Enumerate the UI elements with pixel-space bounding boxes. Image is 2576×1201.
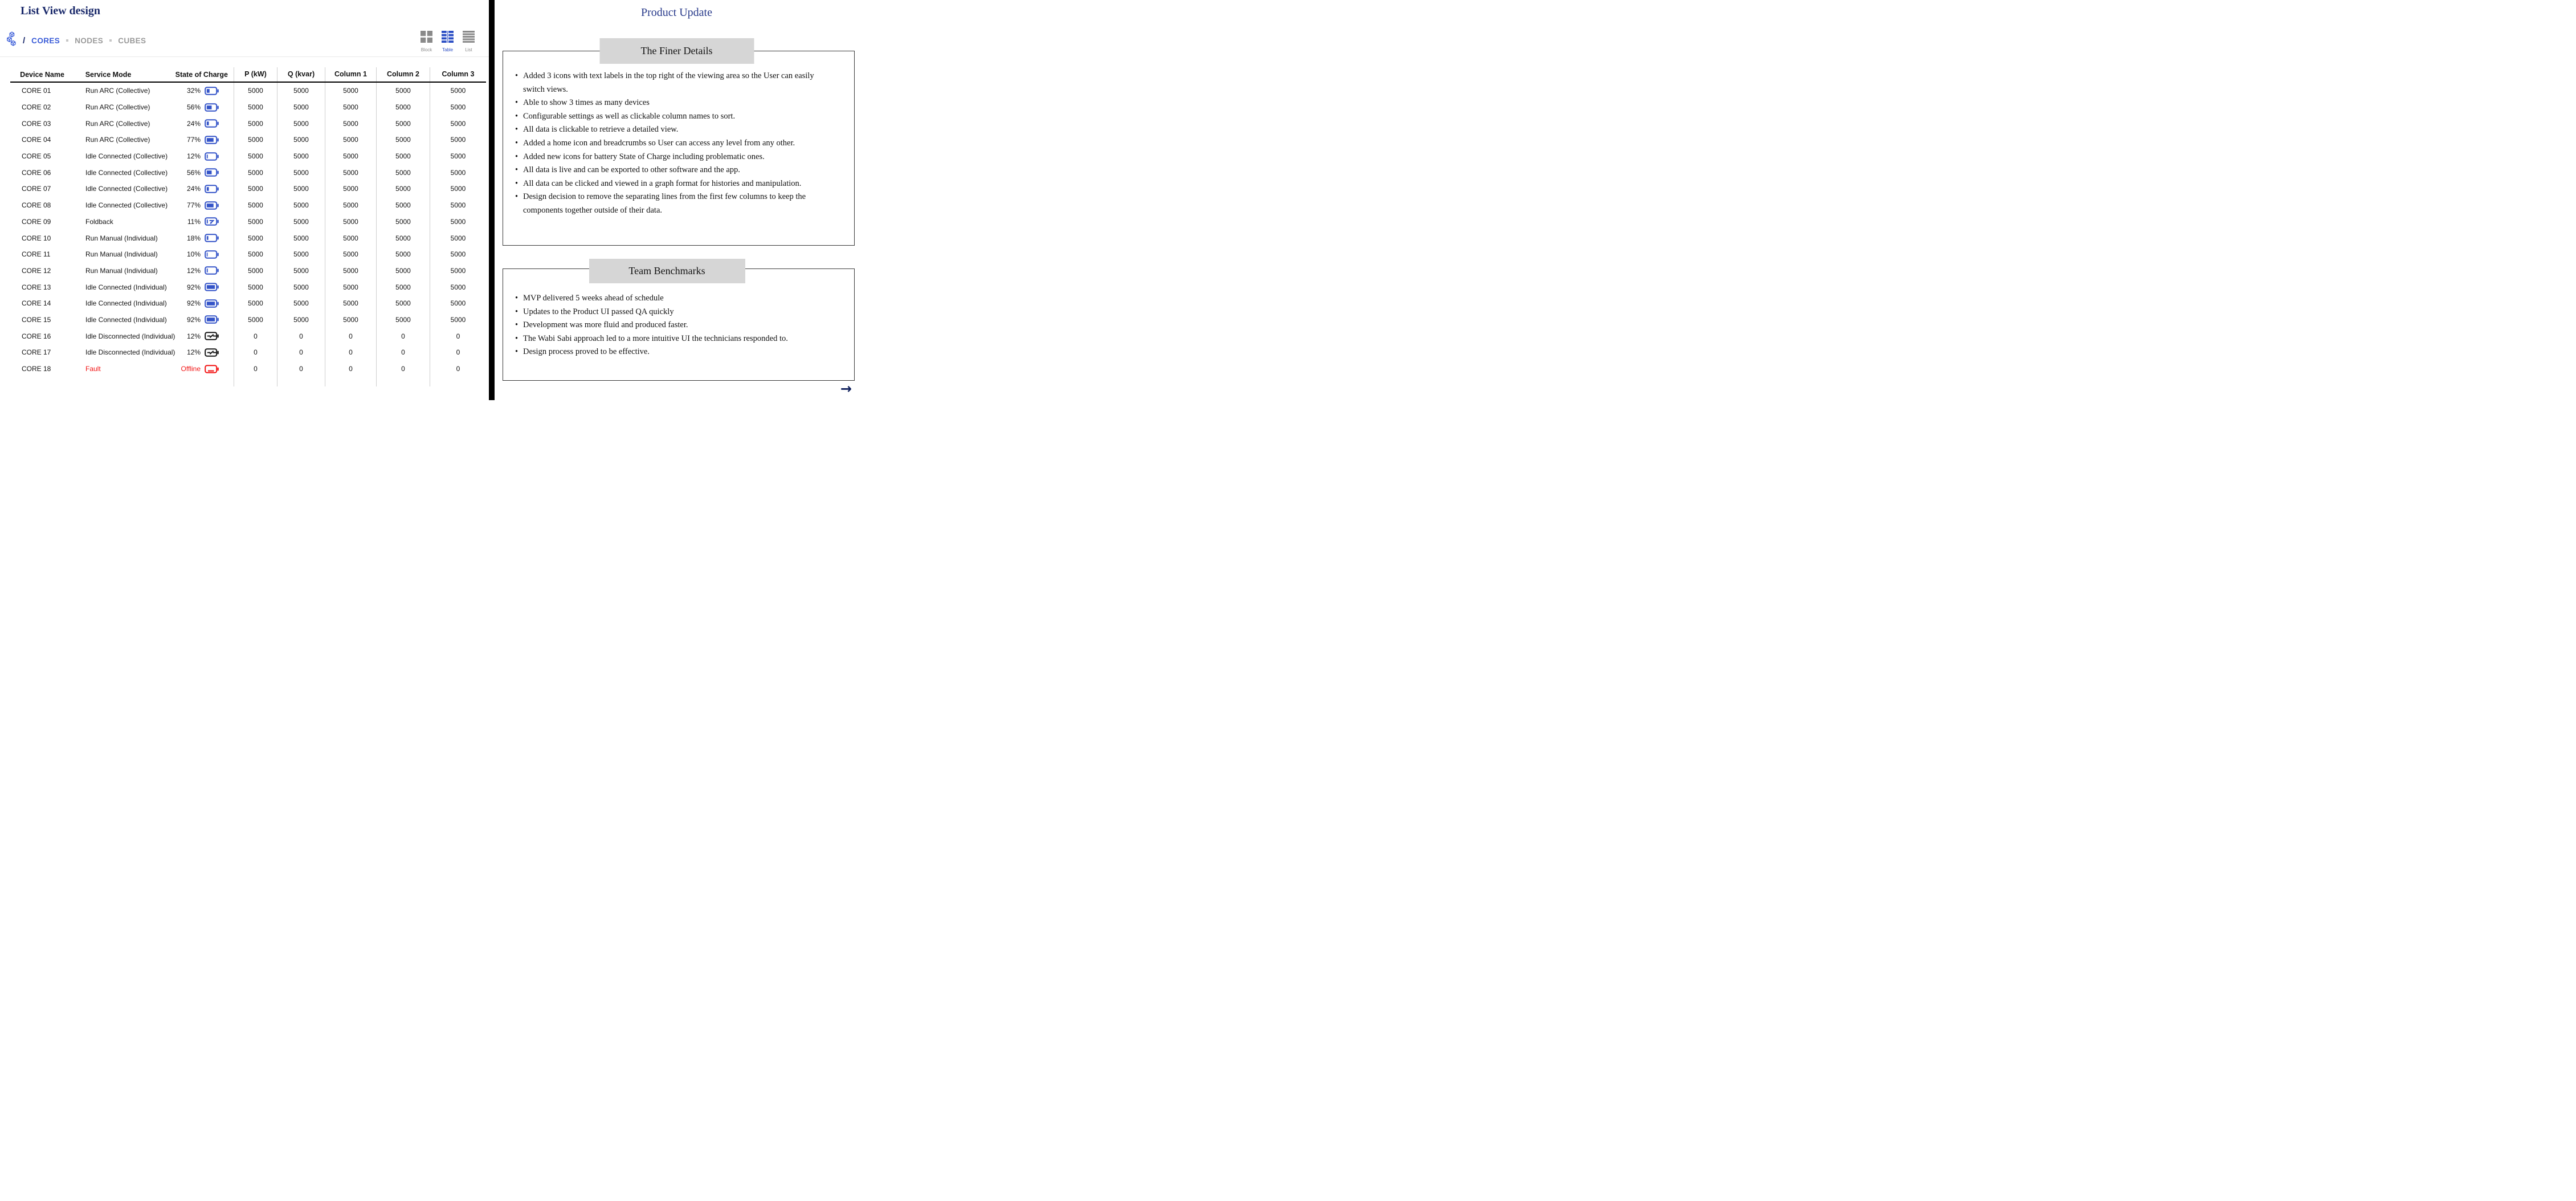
data-value-cell[interactable]: 0 — [325, 328, 376, 344]
state-of-charge-cell[interactable] — [142, 365, 234, 373]
data-value-cell[interactable]: 5000 — [376, 132, 430, 148]
device-name-cell[interactable]: CORE 13 — [22, 283, 51, 291]
soc-value: 12% — [186, 332, 201, 340]
device-name-cell[interactable]: CORE 16 — [22, 332, 51, 340]
service-mode-cell[interactable]: Idle Connected (Individual) — [85, 299, 167, 308]
soc-value: 10% — [186, 250, 201, 259]
team-benchmarks-box — [503, 268, 855, 381]
state-of-charge-cell[interactable] — [142, 152, 234, 161]
device-name-cell[interactable]: CORE 14 — [22, 299, 51, 308]
data-value-cell[interactable]: 5000 — [234, 214, 277, 230]
view-option-block[interactable] — [421, 31, 432, 52]
spacer-cell — [234, 377, 277, 386]
table-row[interactable] — [10, 312, 486, 328]
data-value-cell[interactable]: 5000 — [325, 148, 376, 165]
data-value-cell[interactable]: 5000 — [277, 279, 325, 295]
table-row[interactable] — [10, 328, 486, 344]
state-of-charge-cell[interactable] — [142, 332, 234, 340]
view-label: Table — [442, 47, 454, 52]
block-grid-icon — [421, 31, 432, 46]
data-value-cell[interactable]: 5000 — [430, 132, 486, 148]
battery-offline-icon — [205, 365, 219, 373]
service-mode-cell[interactable]: Run ARC (Collective) — [85, 136, 150, 144]
view-option-table[interactable] — [442, 31, 454, 52]
device-name-cell[interactable]: CORE 18 — [22, 365, 51, 373]
service-mode-cell[interactable]: Run ARC (Collective) — [85, 103, 150, 112]
table-row[interactable] — [10, 148, 486, 165]
table-row[interactable] — [10, 132, 486, 148]
service-mode-cell[interactable]: Run Manual (Individual) — [85, 266, 158, 275]
data-value-cell[interactable]: 0 — [277, 344, 325, 361]
battery-fill-icon — [205, 315, 219, 324]
state-of-charge-cell[interactable] — [142, 119, 234, 128]
soc-value: 92% — [186, 283, 201, 291]
data-value-cell[interactable]: 5000 — [376, 164, 430, 181]
data-value-cell[interactable]: 5000 — [277, 246, 325, 263]
spacer-cell — [277, 377, 325, 386]
next-page-arrow-icon[interactable]: → — [840, 381, 852, 397]
device-name-cell[interactable]: CORE 06 — [22, 168, 51, 177]
data-value-cell[interactable]: 0 — [376, 361, 430, 377]
data-value-cell[interactable]: 5000 — [325, 132, 376, 148]
data-value-cell[interactable]: 5000 — [430, 295, 486, 312]
battery-fill-icon — [205, 87, 219, 95]
soc-value: 77% — [186, 136, 201, 144]
soc-value: 56% — [186, 103, 201, 112]
data-value-cell[interactable]: 5000 — [234, 148, 277, 165]
data-value-cell[interactable]: 0 — [430, 361, 486, 377]
data-value-cell[interactable]: 0 — [325, 361, 376, 377]
data-value-cell[interactable]: 0 — [234, 344, 277, 361]
breadcrumb-item-cubes[interactable]: CUBES — [118, 36, 146, 45]
bullet-item: • Configurable settings as well as clickable column names to sort. — [515, 110, 834, 124]
device-name-cell[interactable]: CORE 17 — [22, 348, 51, 357]
soc-value: 92% — [186, 315, 201, 324]
column-header[interactable]: Device Name — [20, 70, 64, 79]
bullet-item: • Design process proved to be effective. — [515, 345, 803, 359]
data-value-cell[interactable]: 5000 — [325, 164, 376, 181]
bullet-item: • All data can be clicked and viewed in a graph format for histories and manipulation. — [515, 177, 834, 191]
state-of-charge-cell[interactable] — [142, 283, 234, 291]
right-panel-title: Product Update — [641, 6, 712, 19]
breadcrumb-square-separator — [66, 39, 68, 42]
data-value-cell[interactable]: 5000 — [325, 99, 376, 116]
column-header[interactable]: State of Charge — [175, 70, 228, 79]
data-value-cell[interactable]: 5000 — [234, 312, 277, 328]
data-value-cell[interactable]: 5000 — [325, 312, 376, 328]
breadcrumb-item-cores[interactable]: CORES — [31, 36, 60, 45]
data-value-cell[interactable]: 5000 — [234, 279, 277, 295]
list-view-panel — [0, 0, 489, 400]
spacer-cell — [325, 377, 376, 386]
column-header[interactable]: Service Mode — [85, 70, 132, 79]
data-value-cell[interactable]: 5000 — [277, 132, 325, 148]
bullet-item: • Updates to the Product UI passed QA quickly — [515, 306, 803, 319]
service-mode-cell[interactable]: Run ARC (Collective) — [85, 87, 150, 95]
data-value-cell[interactable]: 5000 — [430, 181, 486, 197]
view-label: Block — [421, 47, 432, 52]
soc-value: 32% — [186, 87, 201, 95]
spacer-cell — [10, 377, 74, 386]
battery-fill-icon — [205, 201, 219, 210]
data-value-cell[interactable]: 5000 — [277, 230, 325, 246]
service-mode-cell[interactable]: Idle Connected (Individual) — [85, 315, 167, 324]
state-of-charge-cell[interactable] — [142, 250, 234, 259]
data-value-cell[interactable]: 5000 — [376, 83, 430, 99]
column-header[interactable]: Column 3 — [430, 67, 486, 82]
battery-fill-icon — [205, 103, 219, 112]
device-name-cell[interactable]: CORE 03 — [22, 119, 51, 128]
service-mode-cell[interactable]: Idle Disconnected (Individual) — [85, 348, 175, 357]
service-mode-cell[interactable]: Idle Disconnected (Individual) — [85, 332, 175, 340]
service-mode-cell[interactable]: Foldback — [85, 217, 113, 226]
data-value-cell[interactable]: 5000 — [430, 279, 486, 295]
battery-fill-icon — [205, 168, 219, 177]
service-mode-cell[interactable]: Idle Connected (Individual) — [85, 283, 167, 291]
service-mode-cell[interactable]: Run Manual (Individual) — [85, 250, 158, 259]
state-of-charge-cell[interactable] — [142, 234, 234, 242]
data-value-cell[interactable]: 0 — [376, 328, 430, 344]
section-heading-team-benchmarks: Team Benchmarks — [589, 259, 745, 283]
table-row[interactable] — [10, 246, 486, 263]
device-name-cell[interactable]: CORE 01 — [22, 87, 51, 95]
data-value-cell[interactable]: 5000 — [277, 214, 325, 230]
data-value-cell[interactable]: 5000 — [376, 148, 430, 165]
service-mode-cell[interactable]: Run ARC (Collective) — [85, 119, 150, 128]
soc-value: 77% — [186, 201, 201, 210]
data-value-cell[interactable]: 5000 — [430, 214, 486, 230]
state-of-charge-cell[interactable] — [142, 315, 234, 324]
data-value-cell[interactable]: 5000 — [376, 197, 430, 214]
breadcrumb-square-separator — [109, 39, 112, 42]
data-value-cell[interactable]: 0 — [234, 328, 277, 344]
data-value-cell[interactable]: 5000 — [277, 164, 325, 181]
data-value-cell[interactable]: 5000 — [234, 181, 277, 197]
data-value-cell[interactable]: 5000 — [234, 99, 277, 116]
data-value-cell[interactable]: 5000 — [430, 312, 486, 328]
bullet-item: • Able to show 3 times as many devices — [515, 96, 834, 110]
panel-divider — [489, 0, 495, 400]
product-update-panel — [495, 0, 859, 400]
data-value-cell[interactable]: 5000 — [234, 197, 277, 214]
device-name-cell[interactable]: CORE 08 — [22, 201, 51, 210]
bullet-item: • Added 3 icons with text labels in the top right of the viewing area so the User can easily switch views. — [515, 70, 834, 96]
bullet-item: • Added a home icon and breadcrumbs so User can access any level from any other. — [515, 137, 834, 150]
breadcrumb-separator: / — [23, 35, 26, 46]
device-name-cell[interactable]: CORE 10 — [22, 234, 51, 242]
page-title: List View design — [21, 5, 101, 17]
state-of-charge-cell[interactable] — [142, 348, 234, 357]
state-of-charge-cell[interactable] — [142, 168, 234, 177]
device-name-cell[interactable]: CORE 09 — [22, 217, 51, 226]
battery-fill-icon — [205, 283, 219, 291]
data-value-cell[interactable]: 0 — [430, 344, 486, 361]
soc-value: 24% — [186, 185, 201, 193]
data-value-cell[interactable]: 5000 — [430, 148, 486, 165]
battery-fill-icon — [205, 185, 219, 193]
table-columns-icon — [442, 31, 454, 46]
soc-value: 18% — [186, 234, 201, 242]
battery-disconnected-icon — [205, 348, 219, 357]
soc-value: 12% — [186, 266, 201, 275]
battery-fill-icon — [205, 136, 219, 144]
service-mode-cell[interactable]: Idle Connected (Collective) — [85, 168, 168, 177]
service-mode-cell[interactable]: Idle Connected (Collective) — [85, 201, 168, 210]
service-mode-cell[interactable]: Idle Connected (Collective) — [85, 185, 168, 193]
data-value-cell[interactable]: 5000 — [234, 263, 277, 279]
data-value-cell[interactable]: 5000 — [234, 164, 277, 181]
table-row[interactable] — [10, 279, 486, 295]
data-value-cell[interactable]: 5000 — [376, 99, 430, 116]
view-label: List — [465, 47, 472, 52]
data-value-cell[interactable]: 5000 — [376, 279, 430, 295]
data-value-cell[interactable]: 5000 — [430, 115, 486, 132]
bullet-list — [503, 51, 854, 218]
device-name-cell[interactable]: CORE 07 — [22, 185, 51, 193]
table-row[interactable] — [10, 181, 486, 197]
battery-fill-icon — [205, 299, 219, 308]
soc-value: 56% — [186, 168, 201, 177]
data-value-cell[interactable]: 5000 — [376, 230, 430, 246]
service-mode-cell[interactable]: Idle Connected (Collective) — [85, 152, 168, 161]
column-header[interactable]: Column 1 — [325, 67, 376, 82]
soc-value: 12% — [186, 348, 201, 357]
service-mode-cell[interactable]: Run Manual (Individual) — [85, 234, 158, 242]
table-row[interactable] — [10, 115, 486, 132]
data-value-cell[interactable]: 5000 — [325, 279, 376, 295]
data-value-cell[interactable]: 5000 — [234, 83, 277, 99]
data-value-cell[interactable]: 0 — [430, 328, 486, 344]
data-value-cell[interactable]: 5000 — [277, 181, 325, 197]
breadcrumb-item-nodes[interactable]: NODES — [75, 36, 104, 45]
data-value-cell[interactable]: 5000 — [325, 115, 376, 132]
data-value-cell[interactable]: 5000 — [376, 295, 430, 312]
data-value-cell[interactable]: 0 — [325, 344, 376, 361]
spacer-cell — [142, 377, 234, 386]
table-row[interactable] — [10, 230, 486, 246]
state-of-charge-cell[interactable] — [142, 185, 234, 193]
state-of-charge-cell[interactable] — [142, 201, 234, 210]
data-value-cell[interactable]: 5000 — [277, 295, 325, 312]
column-header[interactable]: Column 2 — [376, 67, 430, 82]
data-value-cell[interactable]: 5000 — [376, 246, 430, 263]
data-value-cell[interactable]: 0 — [376, 344, 430, 361]
battery-fill-icon — [205, 152, 219, 161]
data-value-cell[interactable]: 5000 — [430, 263, 486, 279]
data-value-cell[interactable]: 5000 — [376, 312, 430, 328]
state-of-charge-cell[interactable] — [142, 299, 234, 308]
data-value-cell[interactable]: 5000 — [234, 115, 277, 132]
soc-value: 24% — [186, 119, 201, 128]
data-value-cell[interactable]: 5000 — [325, 181, 376, 197]
table-row[interactable] — [10, 263, 486, 279]
bullet-item: • MVP delivered 5 weeks ahead of schedule — [515, 292, 803, 306]
bullet-item: • The Wabi Sabi approach led to a more intuitive UI the technicians responded to. — [515, 332, 803, 346]
data-value-cell[interactable]: 5000 — [277, 312, 325, 328]
battery-fill-icon — [205, 266, 219, 275]
bullet-item: • Development was more fluid and produced faster. — [515, 319, 803, 332]
data-value-cell[interactable]: 5000 — [234, 230, 277, 246]
data-value-cell[interactable]: 5000 — [277, 148, 325, 165]
data-value-cell[interactable]: 5000 — [277, 115, 325, 132]
table-row[interactable] — [10, 214, 486, 230]
data-value-cell[interactable]: 5000 — [325, 83, 376, 99]
column-header[interactable]: P (kW) — [234, 67, 277, 82]
toolbar-divider — [0, 56, 489, 57]
data-value-cell[interactable]: 5000 — [430, 246, 486, 263]
bullet-item: • Added new icons for battery State of Charge including problematic ones. — [515, 150, 834, 164]
data-value-cell[interactable]: 5000 — [277, 197, 325, 214]
bullet-item: • All data is live and can be exported to other software and the app. — [515, 164, 834, 177]
state-of-charge-cell[interactable] — [142, 266, 234, 275]
bullet-item: • Design decision to remove the separating lines from the first few columns to keep the components together outside of their data. — [515, 190, 834, 217]
view-switcher — [421, 31, 475, 52]
data-value-cell[interactable]: 5000 — [325, 263, 376, 279]
bullet-item: • All data is clickable to retrieve a detailed view. — [515, 123, 834, 137]
device-table — [10, 67, 486, 386]
device-name-cell[interactable]: CORE 02 — [22, 103, 51, 112]
soc-value: 11% — [187, 217, 201, 226]
table-row[interactable] — [10, 361, 486, 377]
column-header[interactable]: Q (kvar) — [277, 67, 325, 82]
data-value-cell[interactable]: 5000 — [430, 197, 486, 214]
stacked-cubes-icon[interactable] — [6, 31, 17, 50]
view-option-list[interactable] — [463, 31, 475, 52]
device-name-cell[interactable]: CORE 15 — [22, 315, 51, 324]
data-value-cell[interactable]: 0 — [234, 361, 277, 377]
data-value-cell[interactable]: 5000 — [376, 181, 430, 197]
section-heading-finer-details: The Finer Details — [599, 38, 754, 64]
data-value-cell[interactable]: 5000 — [234, 295, 277, 312]
data-value-cell[interactable]: 5000 — [277, 83, 325, 99]
soc-value: 92% — [186, 299, 201, 308]
data-value-cell[interactable]: 5000 — [376, 214, 430, 230]
data-value-cell[interactable]: 5000 — [325, 230, 376, 246]
state-of-charge-cell[interactable] — [142, 217, 234, 226]
table-body — [10, 83, 486, 386]
state-of-charge-cell[interactable] — [142, 103, 234, 112]
soc-value: 12% — [186, 152, 201, 161]
battery-fill-icon — [205, 250, 219, 259]
data-value-cell[interactable]: 5000 — [430, 230, 486, 246]
data-value-cell[interactable]: 5000 — [234, 132, 277, 148]
data-value-cell[interactable]: 5000 — [234, 246, 277, 263]
spacer-cell — [74, 377, 142, 386]
battery-foldback-icon — [205, 217, 219, 226]
data-value-cell[interactable]: 5000 — [430, 164, 486, 181]
service-mode-cell[interactable]: Fault — [85, 365, 101, 373]
data-value-cell[interactable]: 5000 — [277, 99, 325, 116]
state-of-charge-cell[interactable] — [142, 136, 234, 144]
data-value-cell[interactable]: 5000 — [325, 246, 376, 263]
battery-fill-icon — [205, 119, 219, 128]
table-row[interactable] — [10, 295, 486, 312]
battery-disconnected-icon — [205, 332, 219, 340]
device-name-cell[interactable]: CORE 12 — [22, 266, 51, 275]
data-value-cell[interactable]: 0 — [277, 328, 325, 344]
table-row[interactable] — [10, 99, 486, 116]
soc-value: Offline — [181, 365, 201, 373]
table-row[interactable] — [10, 83, 486, 99]
data-value-cell[interactable]: 5000 — [430, 99, 486, 116]
state-of-charge-cell[interactable] — [142, 87, 234, 95]
data-value-cell[interactable]: 0 — [277, 361, 325, 377]
finer-details-box — [503, 51, 855, 246]
gridline-spacer-row — [10, 377, 486, 386]
table-row[interactable] — [10, 344, 486, 361]
table-row[interactable] — [10, 197, 486, 214]
data-value-cell[interactable]: 5000 — [376, 115, 430, 132]
battery-fill-icon — [205, 234, 219, 242]
device-name-cell[interactable]: CORE 11 — [22, 250, 51, 259]
data-value-cell[interactable]: 5000 — [430, 83, 486, 99]
data-value-cell[interactable]: 5000 — [376, 263, 430, 279]
data-value-cell[interactable]: 5000 — [277, 263, 325, 279]
data-value-cell[interactable]: 5000 — [325, 197, 376, 214]
table-header-row — [10, 67, 486, 83]
data-value-cell[interactable]: 5000 — [325, 295, 376, 312]
spacer-cell — [376, 377, 430, 386]
device-name-cell[interactable]: CORE 04 — [22, 136, 51, 144]
breadcrumb — [6, 31, 146, 50]
data-value-cell[interactable]: 5000 — [325, 214, 376, 230]
list-lines-icon — [463, 31, 475, 46]
table-row[interactable] — [10, 164, 486, 181]
spacer-cell — [430, 377, 486, 386]
device-name-cell[interactable]: CORE 05 — [22, 152, 51, 161]
